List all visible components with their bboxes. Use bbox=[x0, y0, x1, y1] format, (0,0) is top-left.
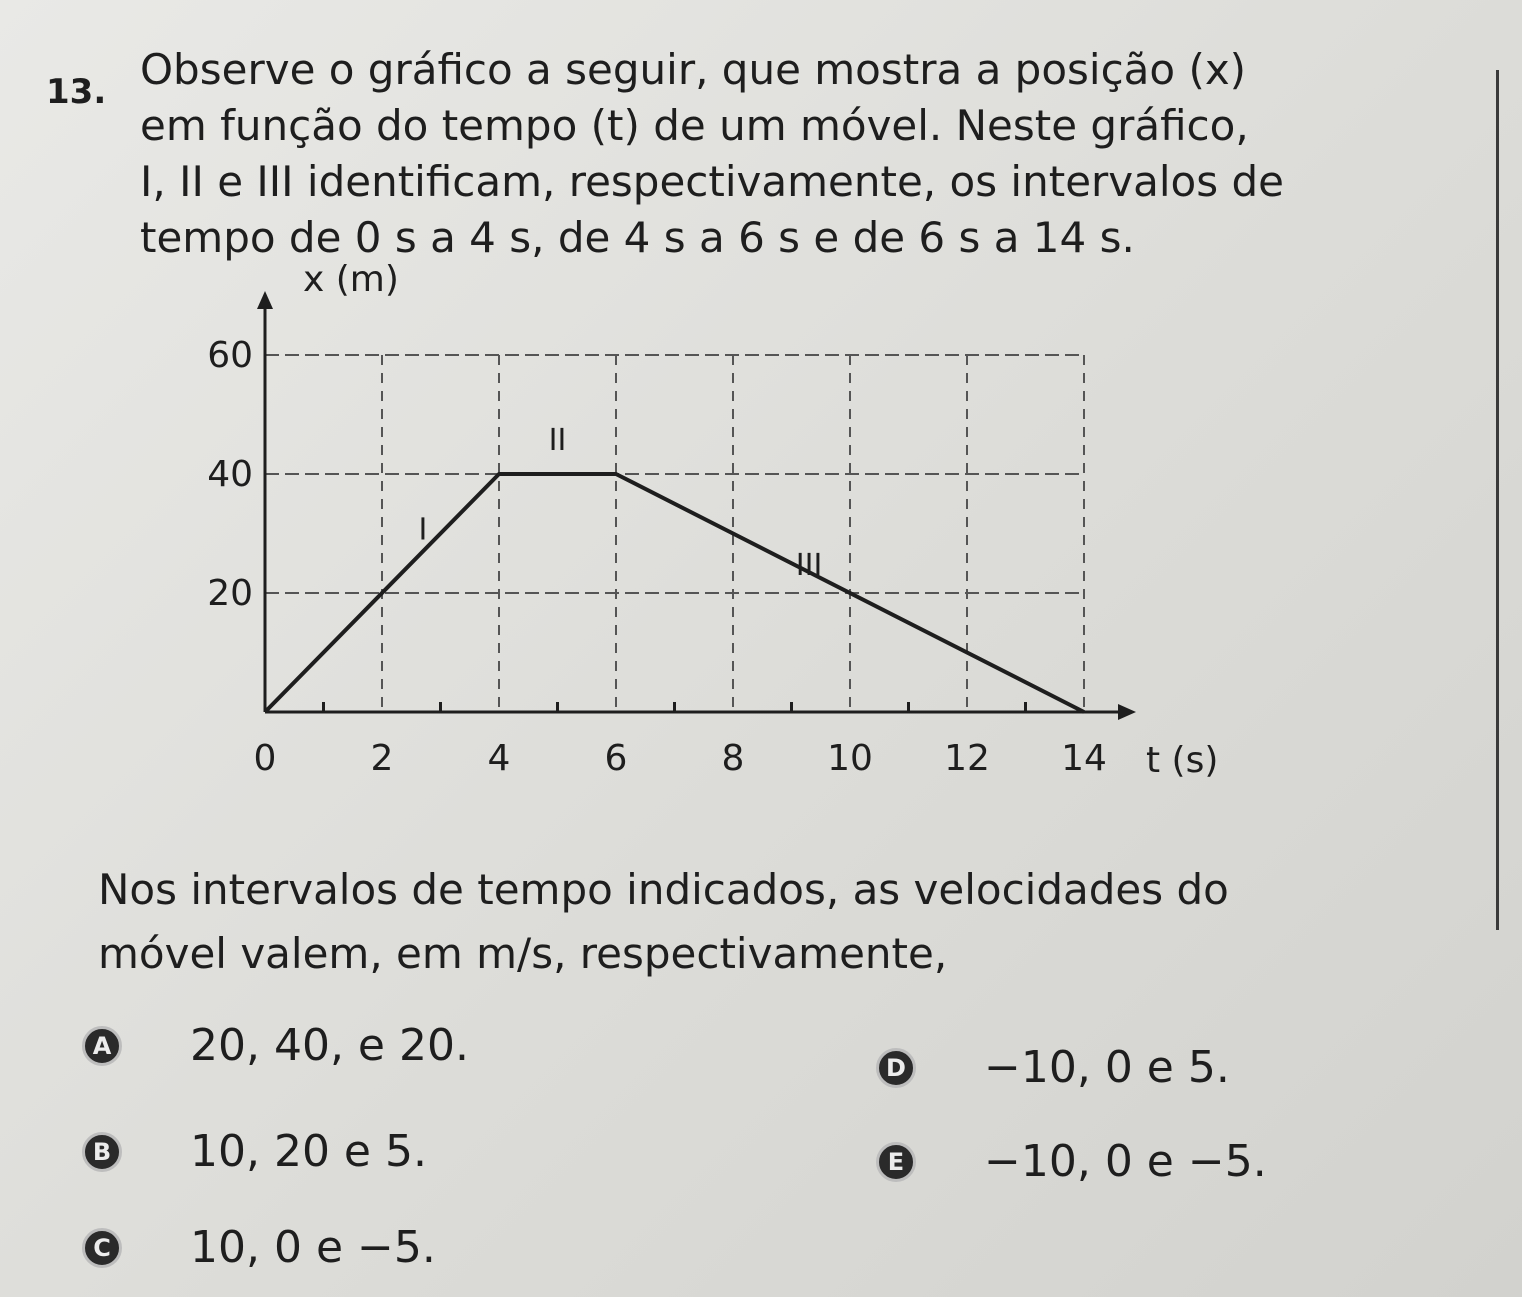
y-tick-label: 40 bbox=[207, 454, 253, 495]
x-tick-label: 14 bbox=[1061, 738, 1107, 779]
y-axis-label: x (m) bbox=[303, 259, 399, 300]
option-text: 20, 40, e 20. bbox=[190, 1020, 469, 1071]
option-text: 10, 0 e −5. bbox=[190, 1222, 436, 1273]
x-tick-label: 8 bbox=[721, 738, 745, 779]
option-b[interactable] bbox=[82, 1126, 427, 1177]
x-tick-label: 0 bbox=[253, 738, 277, 779]
y-tick-label: 60 bbox=[207, 335, 253, 376]
x-axis-label: t (s) bbox=[1146, 740, 1219, 781]
interval-label: III bbox=[795, 548, 823, 584]
y-tick-label: 20 bbox=[207, 573, 253, 614]
prompt-line: móvel valem, em m/s, respectivamente, bbox=[98, 929, 948, 978]
question-stem bbox=[140, 42, 1470, 266]
option-text: −10, 0 e −5. bbox=[984, 1136, 1267, 1187]
x-tick-label: 6 bbox=[604, 738, 628, 779]
x-axis-arrow bbox=[1118, 704, 1136, 720]
option-text: 10, 20 e 5. bbox=[190, 1126, 427, 1177]
x-tick-label: 4 bbox=[487, 738, 511, 779]
stem-line: em função do tempo (t) de um móvel. Neste gráfico, bbox=[140, 101, 1249, 150]
question-number: 13. bbox=[46, 72, 107, 112]
option-letter-badge: B bbox=[82, 1132, 122, 1172]
interval-label: II bbox=[548, 423, 567, 459]
stem-line: Observe o gráfico a seguir, que mostra a posição (x) bbox=[140, 45, 1247, 94]
x-tick-label: 12 bbox=[944, 738, 990, 779]
question-prompt bbox=[98, 858, 1229, 986]
option-letter-badge: E bbox=[876, 1142, 916, 1182]
position-time-chart bbox=[180, 259, 1300, 820]
page-margin-rule bbox=[1496, 70, 1499, 930]
option-text: −10, 0 e 5. bbox=[984, 1042, 1230, 1093]
option-d[interactable] bbox=[876, 1042, 1230, 1093]
x-tick-label: 2 bbox=[370, 738, 394, 779]
stem-line: I, II e III identificam, respectivamente, os intervalos de bbox=[140, 157, 1284, 206]
prompt-line: Nos intervalos de tempo indicados, as velocidades do bbox=[98, 865, 1229, 914]
option-a[interactable] bbox=[82, 1020, 469, 1071]
interval-label: I bbox=[418, 512, 428, 548]
option-letter-badge: D bbox=[876, 1048, 916, 1088]
y-axis-arrow bbox=[257, 291, 273, 309]
option-c[interactable] bbox=[82, 1222, 436, 1273]
option-letter-badge: A bbox=[82, 1026, 122, 1066]
option-e[interactable] bbox=[876, 1136, 1267, 1187]
option-letter-badge: C bbox=[82, 1228, 122, 1268]
stem-line: tempo de 0 s a 4 s, de 4 s a 6 s e de 6 s a 14 s. bbox=[140, 213, 1135, 262]
x-tick-label: 10 bbox=[827, 738, 873, 779]
